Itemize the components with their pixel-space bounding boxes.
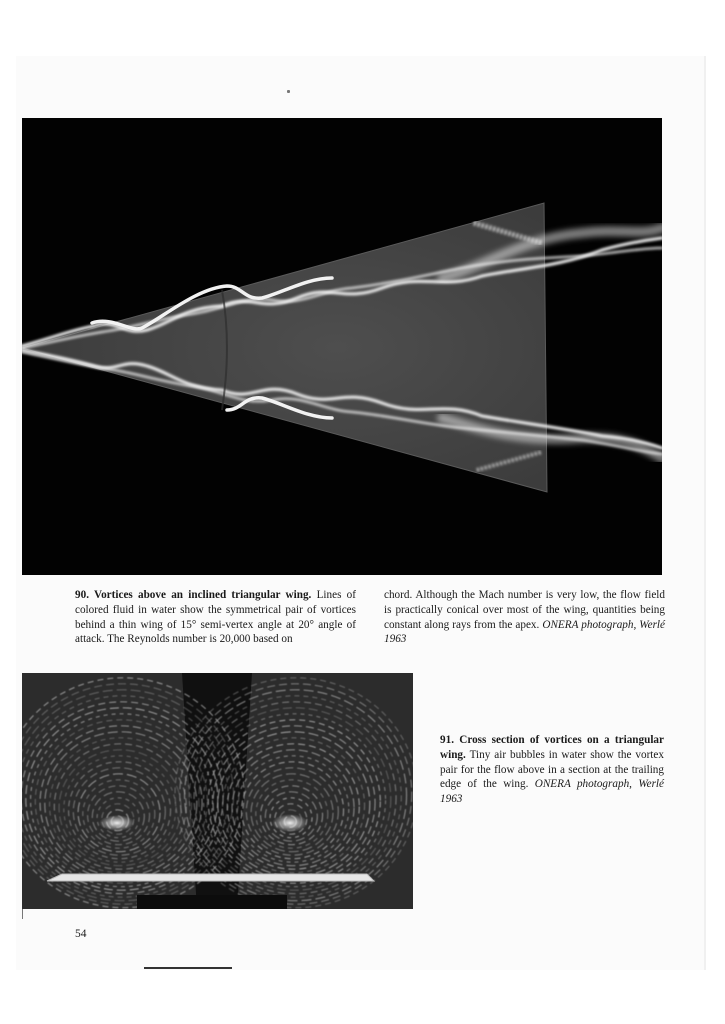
figure-91-caption <box>440 733 664 807</box>
figure-90-caption-column-2 <box>384 588 665 647</box>
figure-90-photo <box>22 118 662 575</box>
dust-speck <box>287 90 290 93</box>
triangular-wing-vortex-image <box>22 118 662 575</box>
figure-91-credit: ONERA photograph, Werlé 1963 <box>440 778 665 806</box>
figure-90-title: Vortices above an inclined triangular wing. <box>94 589 312 601</box>
figure-90-caption-text-1: Lines of colored fluid in water show the symmetrical pair of vortices behind a thin wing of 15° semi-vertex angle at 20° angle of attack. The Reynolds number is 20,000 based on <box>75 589 356 646</box>
figure-90-caption-text-2: chord. Although the Mach number is very low, the flow field is practically conical over most of the wing, quantities being constant along rays from the apex. <box>384 589 665 631</box>
figure-91-photo <box>22 673 413 909</box>
page-number: 54 <box>75 928 87 940</box>
figure-90-caption-column-1 <box>75 588 356 647</box>
figure-91-caption-text: Tiny air bubbles in water show the vortex pair for the flow above in a section at the trailing edge of the wing. <box>440 748 664 791</box>
figure-90-credit: ONERA photograph, Werlé 1963 <box>384 618 665 646</box>
figure-91-title: Cross section of vortices on a triangular wing. <box>440 734 664 761</box>
photo-edge-mark <box>22 909 23 919</box>
vortex-cross-section-image <box>22 673 413 909</box>
figure-90-number: 90. <box>75 589 89 601</box>
wing-section-plate <box>47 874 374 881</box>
bottom-rule <box>144 967 232 969</box>
figure-91-number: 91. <box>440 734 454 746</box>
